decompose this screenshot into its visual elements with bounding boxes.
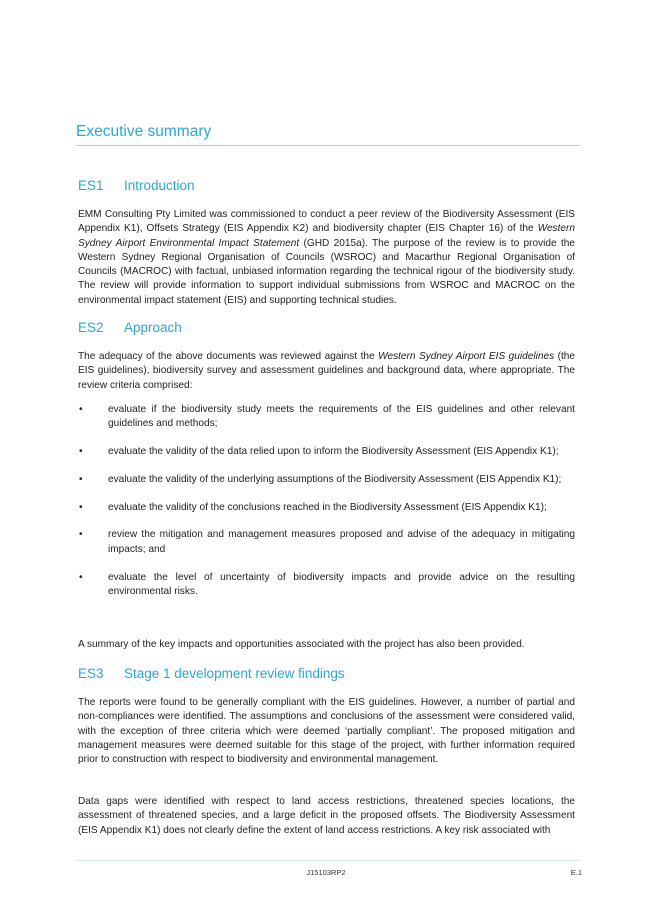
section-number: ES2 [78,320,104,335]
section-number: ES1 [78,178,104,193]
es3-paragraph-1: The reports were found to be generally compliant with the EIS guidelines. However, a number of partial and non-compliances were identified. The assumptions and conclusions of the assessment were considered valid, with the exception of three criteria which were deemed ‘partially compliant’. The proposed mitigation and management measures were deemed suitable for this stage of the project, with further information required prior to construction with respect to biodiversity and environmental management. [78,697,575,766]
section-number: ES3 [78,666,104,681]
list-item: • evaluate the validity of the conclusions reached in the Biodiversity Assessment (EIS Appendix K1); [78,501,575,515]
bullet-icon: • [79,529,83,541]
section-heading-es2 [78,320,182,335]
list-item: • review the mitigation and management measures proposed and advise of the adequacy in mitigating impacts; and [79,529,575,555]
footer-page-number: E.1 [570,868,582,877]
bullet-icon: • [79,404,83,415]
es2-paragraph: The adequacy of the above documents was reviewed against the Western Sydney Airport EIS guidelines (the EIS guidelines), biodiversity survey and assessment guidelines and background data, where appropriate. The review criteria comprised: [78,351,576,391]
bullet-icon: • [79,571,83,583]
bullet-icon: • [79,473,83,485]
bullet-icon: • [79,446,83,458]
section-title: Introduction [124,178,195,193]
title-divider [76,145,580,146]
footer-document-ref: J15103RP2 [306,868,346,877]
section-heading-es1 [78,178,195,193]
list-item: • evaluate if the biodiversity study meets the requirements of the EIS guidelines and other relevant guidelines and methods; [79,404,575,430]
section-title: Approach [124,320,182,335]
footer-divider [76,860,580,861]
list-item: • evaluate the validity of the underlying assumptions of the Biodiversity Assessment (EIS Appendix K1); [78,473,575,487]
review-criteria-list [78,403,575,613]
es3-paragraph-2: Data gaps were identified with respect to land access restrictions, threatened species locations, the assessment of threatened species, and a large deficit in the proposed offsets. The Biodiversity Assessment (EIS Appendix K1) does not clearly define the extent of land access restrictions. A key risk associated with [78,796,575,836]
es2-summary-paragraph: A summary of the key impacts and opportunities associated with the project has also been provided. [78,639,525,650]
list-item: • evaluate the level of uncertainty of biodiversity impacts and provide advice on the resulting environmental risks. [79,571,575,597]
page-title: Executive summary [76,123,212,140]
list-item: • evaluate the validity of the data relied upon to inform the Biodiversity Assessment (EIS Appendix K1); [78,445,575,459]
bullet-icon: • [79,501,83,513]
es1-paragraph: EMM Consulting Pty Limited was commissioned to conduct a peer review of the Biodiversity Assessment (EIS Appendix K1), Offsets Strategy (EIS Appendix K2) and biodiversity chapter (EIS Chapter 16) of the Western Sydney Airport Environmental Impact Statement (GHD 2015a). The purpose of the review is to provide the Western Sydney Regional Organisation of Councils (WSROC) and Macarthur Regional Organisation of Councils (MACROC) with factual, unbiased information regarding the technical rigour of the biodiversity study. The review will provide information to support individual submissions from WSROC and MACROC on the environmental impact statement (EIS) and supporting technical studies. [78,209,575,306]
section-heading-es3 [78,666,345,681]
section-title: Stage 1 development review findings [124,666,345,681]
